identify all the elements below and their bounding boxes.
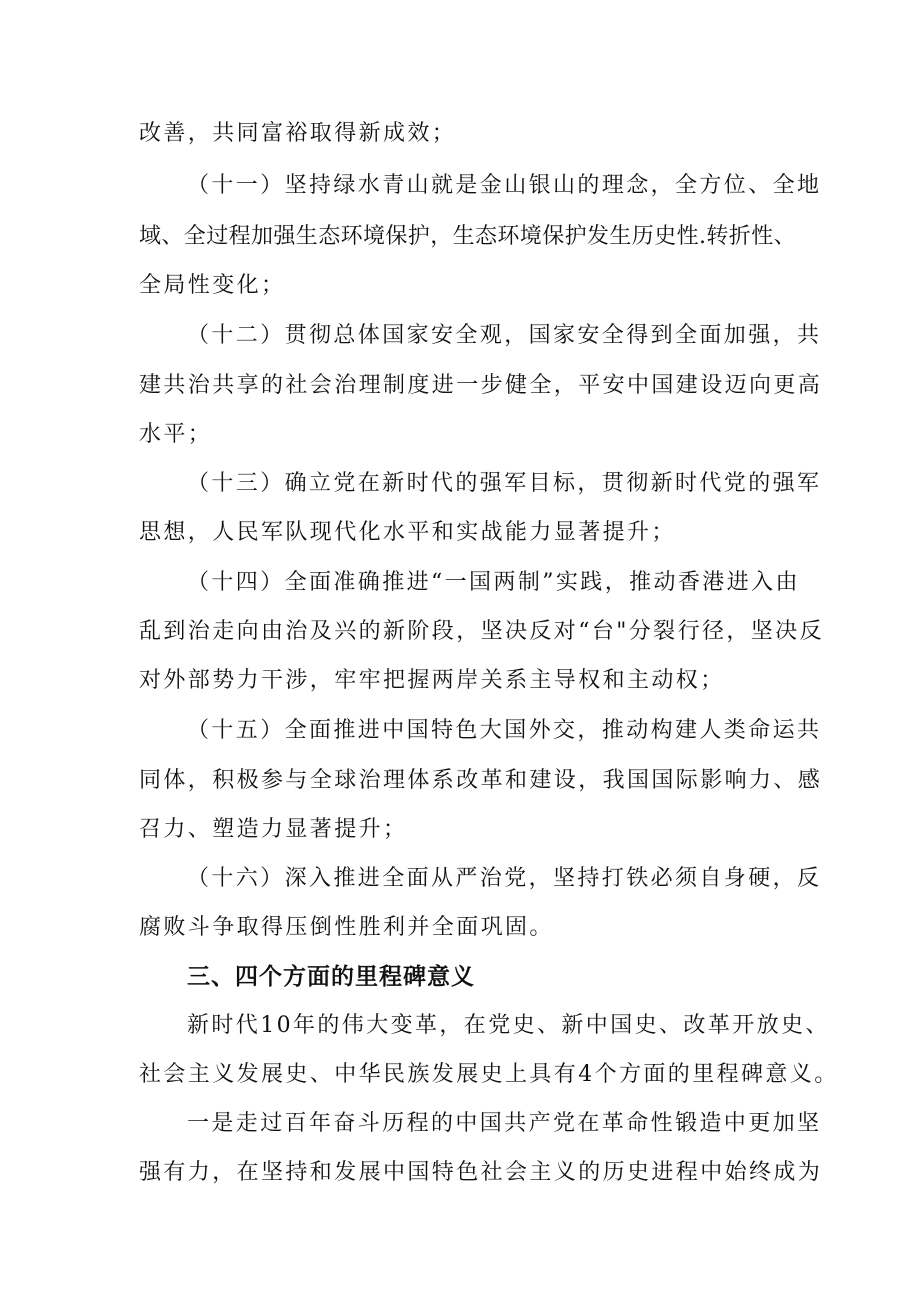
paragraph-line: 新时代10年的伟大变革，在党史、新中国史、改革开放史、 (187, 1013, 830, 1038)
paragraph-line: 水平； (139, 422, 213, 447)
paragraph-line: 腐败斗争取得压倒性胜利并全面巩固。 (139, 915, 554, 940)
paragraph-line: 一是走过百年奋斗历程的中国共产党在革命性锻造中更加坚 (187, 1111, 822, 1136)
paragraph-line: 域、全过程加强生态环境保护，生态环境保护发生历史性.转折性、 (139, 224, 796, 249)
paragraph-line: 乱到治走向由治及兴的新阶段，坚决反对“台"分裂行径，坚决反 (139, 619, 824, 644)
paragraph-line: 改善，共同富裕取得新成效； (139, 121, 457, 146)
section-heading: 三、四个方面的里程碑意义 (187, 964, 475, 990)
paragraph-line: 建共治共享的社会治理制度进一步健全，平安中国建设迈向更高 (139, 373, 823, 398)
paragraph-line: 召力、塑造力显著提升； (139, 817, 408, 842)
paragraph-line: （十二）贯彻总体国家安全观，国家安全得到全面加强，共 (187, 323, 822, 348)
paragraph-line: 思想，人民军队现代化水平和实战能力显著提升； (139, 520, 676, 545)
paragraph-line: 同体，积极参与全球治理体系改革和建设，我国国际影响力、感 (139, 768, 823, 793)
paragraph-line: （十一）坚持绿水青山就是金山银山的理念，全方位、全地 (187, 173, 822, 198)
paragraph-line: （十五）全面推进中国特色大国外交，推动构建人类命运共 (187, 718, 822, 743)
paragraph-line: 社会主义发展史、中华民族发展史上具有4个方面的里程碑意义。 (139, 1062, 839, 1087)
paragraph-line: （十三）确立党在新时代的强军目标，贯彻新时代党的强军 (187, 471, 822, 496)
paragraph-line: （十六）深入推进全面从严治党，坚持打铁必须自身硬，反 (187, 866, 822, 891)
paragraph-line: 强有力，在坚持和发展中国特色社会主义的历史进程中始终成为 (139, 1160, 823, 1185)
paragraph-line: 全局性变化； (139, 273, 286, 298)
paragraph-line: （十四）全面准确推进“一国两制”实践，推动香港进入由 (187, 570, 800, 595)
paragraph-line: 对外部势力干涉，牢牢把握两岸关系主导权和主动权； (139, 668, 725, 693)
